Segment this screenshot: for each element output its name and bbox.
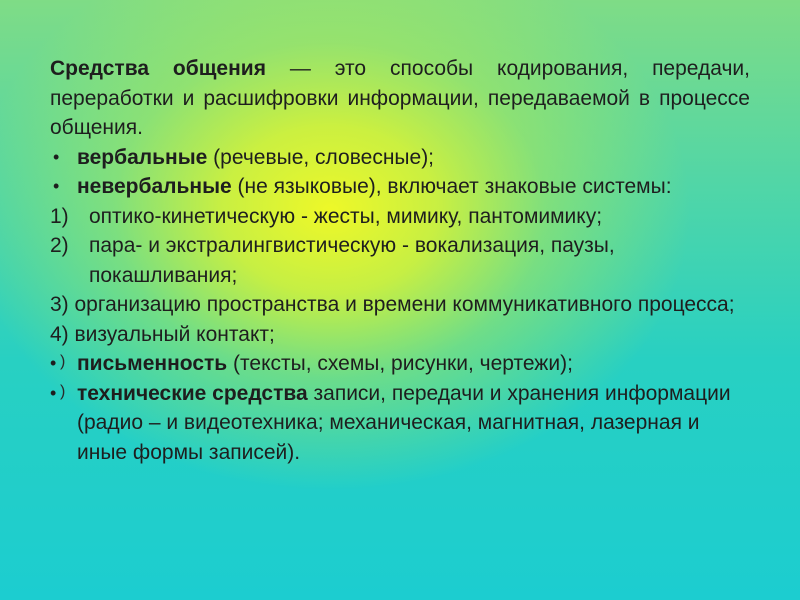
bullet-term: технические средства <box>77 381 308 405</box>
bullet-term: письменность <box>77 352 228 375</box>
slide-content <box>50 54 750 467</box>
numbered-item-2 <box>50 231 750 290</box>
bullet-text: (не языковые), включает знаковые системы: <box>231 175 672 198</box>
numbered-text: оптико-кинетическую - жесты, мимику, пантомимику; <box>89 204 603 228</box>
bullet-text: (тексты, схемы, рисунки, чертежи); <box>227 352 573 375</box>
plain-item-4: 4) визуальный контакт; <box>50 322 275 346</box>
bullet-paren: ) <box>60 382 66 400</box>
bullet-term: невербальные <box>77 175 232 198</box>
bullet-icon <box>50 349 74 379</box>
bullet-item-verbal <box>50 143 750 173</box>
bullet-dot: • <box>50 353 57 373</box>
bullet-item-writing <box>50 349 750 379</box>
bullet-item-nonverbal <box>50 172 750 202</box>
number-marker: 2) <box>50 234 69 257</box>
bullet-item-technical <box>50 379 750 468</box>
bullet-text: записи, передачи и хранения информации (радио – и видеотехника; механическая, магнитная, лазерная и иные формы записей). <box>77 381 731 464</box>
intro-text: — это способы кодирования, передачи, переработки и расшифровки информации, передаваемой в процессе общения. <box>50 57 750 139</box>
intro-paragraph <box>50 54 750 143</box>
bullet-term: вербальные <box>77 145 208 169</box>
numbered-item-1 <box>50 202 750 232</box>
bullet-icon <box>50 379 74 409</box>
intro-term: Средства общения <box>50 57 266 80</box>
numbered-text: пара- и экстралингвистическую - вокализация, паузы, покашливания; <box>89 234 615 287</box>
bullet-text: (речевые, словесные); <box>207 145 435 169</box>
bullet-icon: • <box>53 176 60 196</box>
plain-item-3: 3) организацию пространства и времени коммуникативного процесса; <box>50 293 735 316</box>
bullet-dot: • <box>50 382 57 403</box>
bullet-icon: • <box>53 146 60 167</box>
bullet-paren: ) <box>60 353 66 370</box>
number-marker: 1) <box>50 204 69 228</box>
